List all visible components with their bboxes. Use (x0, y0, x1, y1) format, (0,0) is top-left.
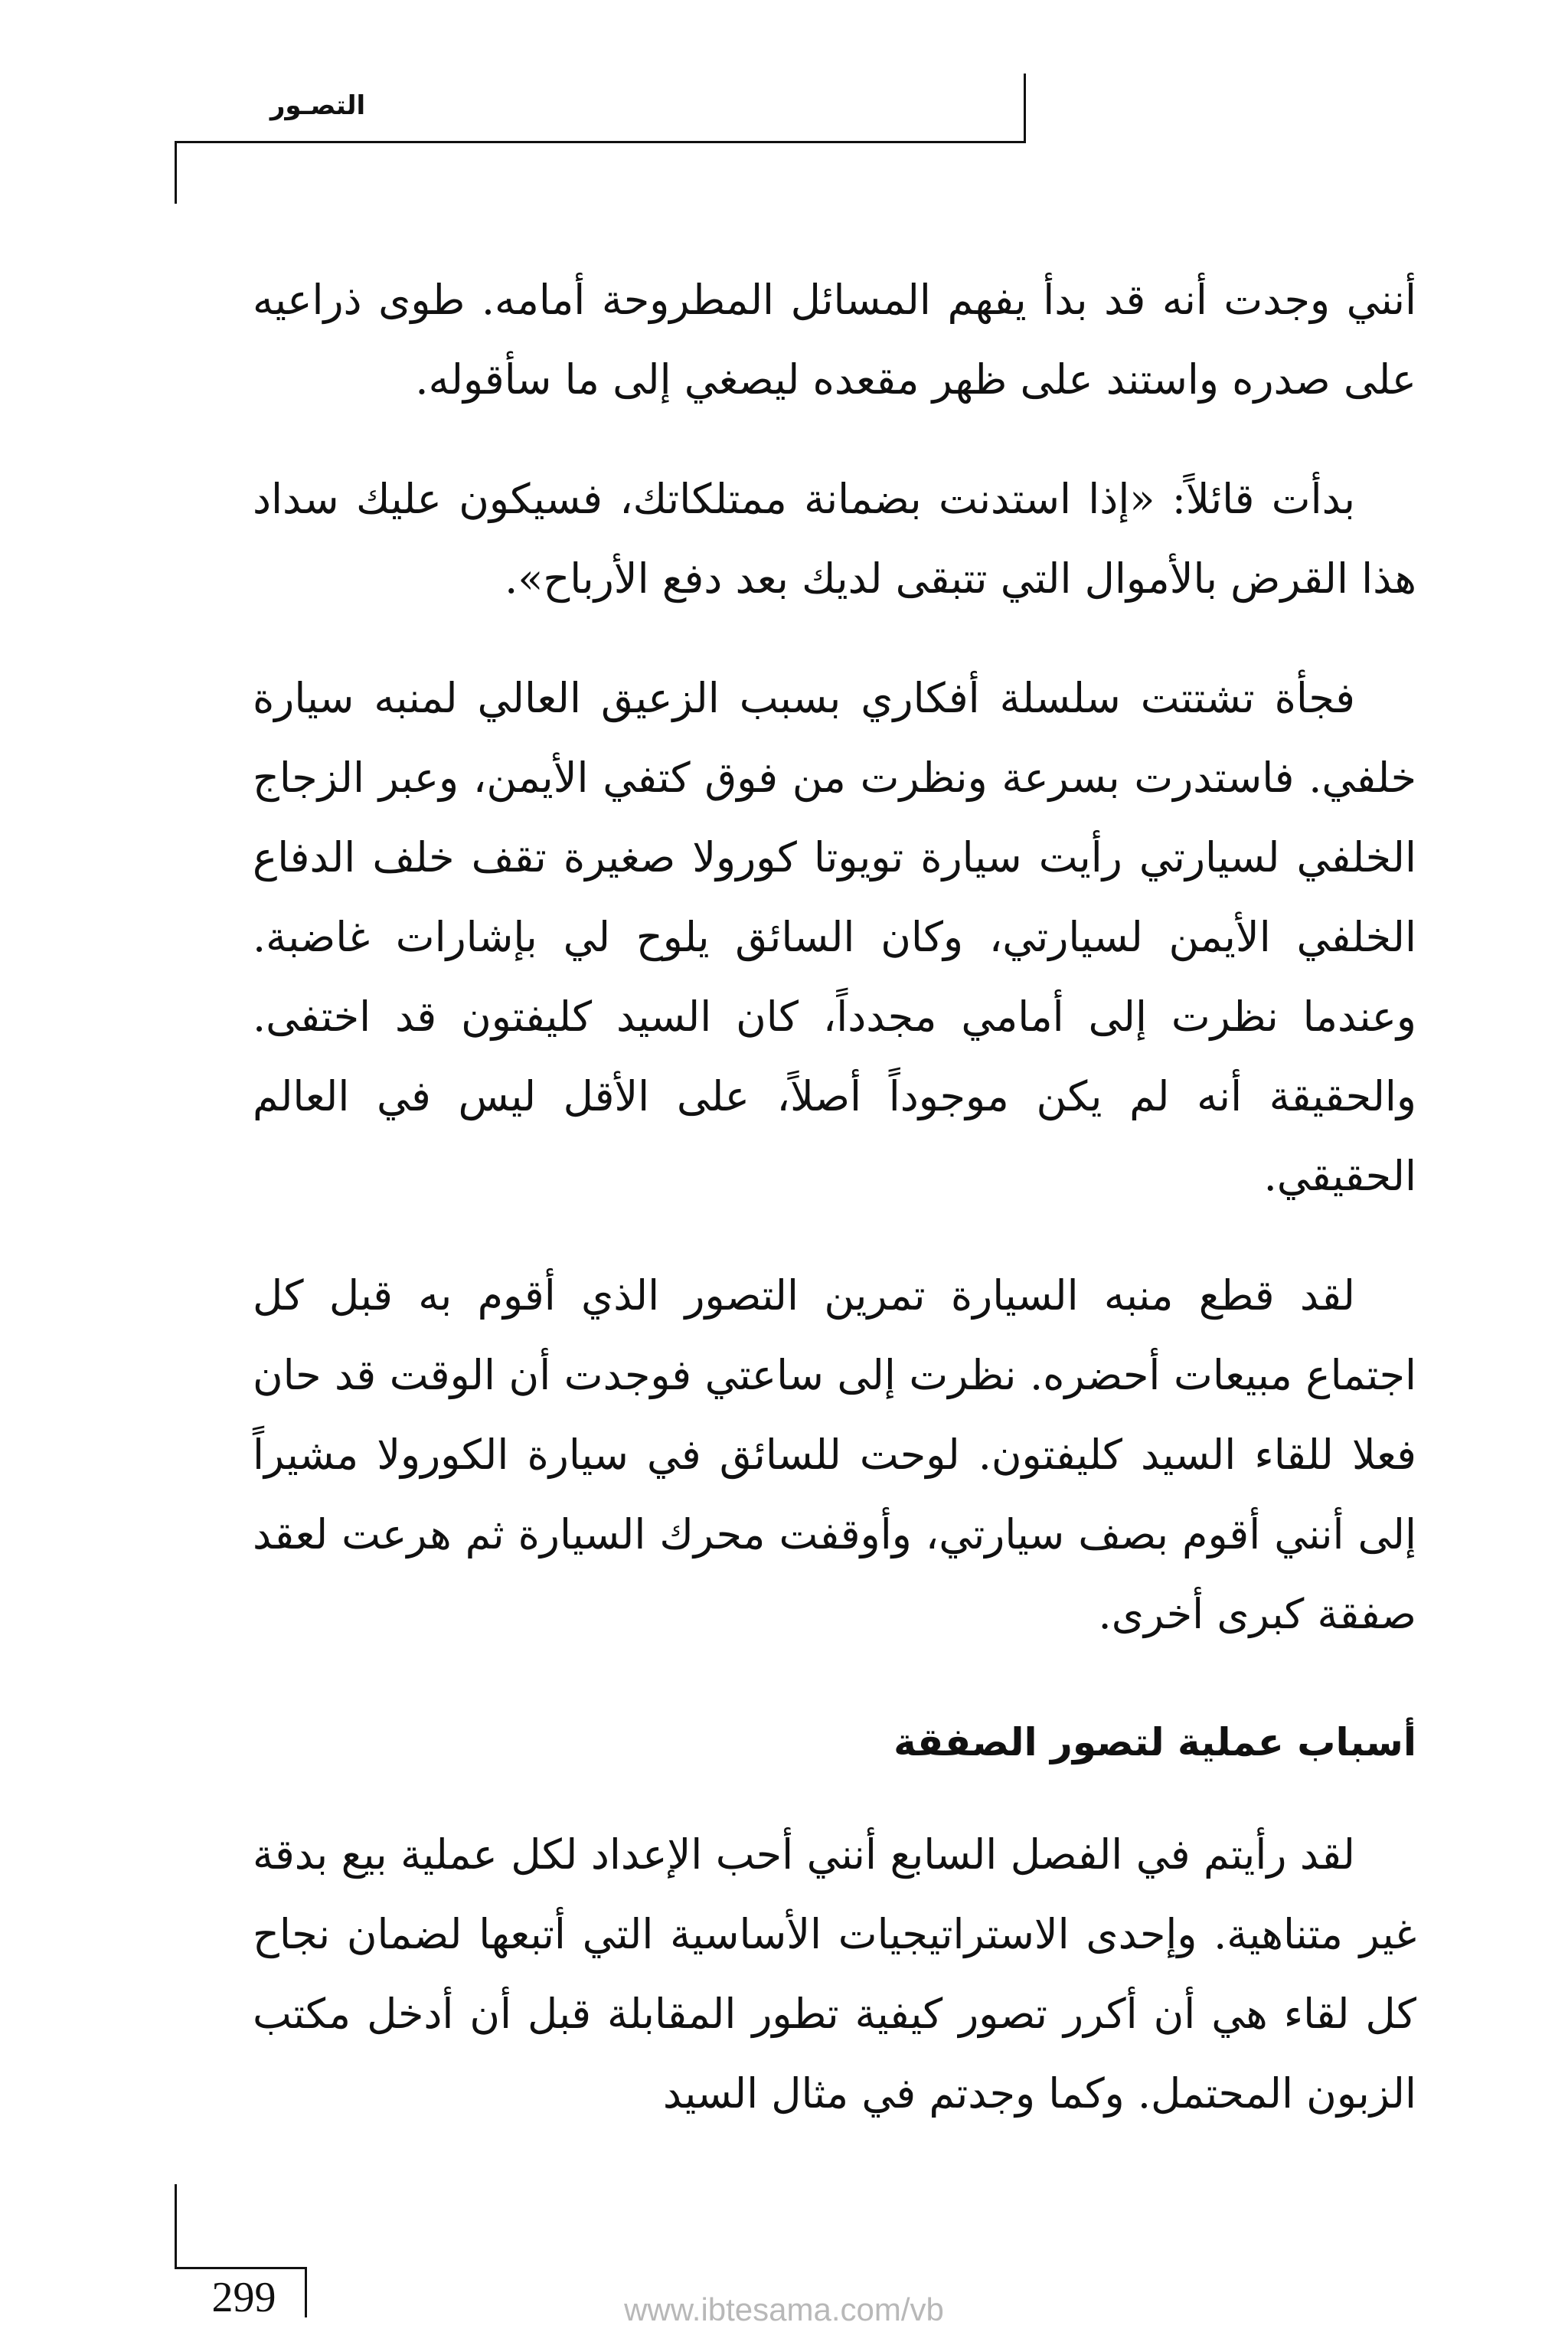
header-running-title: التصـور (270, 90, 366, 121)
page-number: 299 (211, 2274, 276, 2321)
footer-rule-top (175, 2267, 306, 2269)
header-right-tick (1024, 74, 1026, 143)
paragraph-1: أنني وجدت أنه قد بدأ يفهم المسائل المطروحة أمامه. طوى ذراعيه على صدره واستند على ظهر مقعده ليصغي إلى ما سأقوله. (253, 276, 1416, 404)
paragraph-2: بدأت قائلاً: «إذا استدنت بضمانة ممتلكاتك، فسيكون عليك سداد هذا القرض بالأموال التي تتبقى لديك بعد دفع الأرباح». (253, 475, 1416, 603)
section-heading: أسباب عملية لتصور الصفقة (893, 1720, 1416, 1765)
header-rule (175, 141, 1026, 143)
footer-rule-left (175, 2184, 177, 2268)
paragraph-3: فجأة تشتتت سلسلة أفكاري بسبب الزعيق العالي لمنبه سيارة خلفي. فاستدرت بسرعة ونظرت من فوق كتفي الأيمن، وعبر الزجاج الخلفي لسيارتي رأيت سيارة تويوتا كورولا صغيرة تقف خلف الدفاع الخلفي الأيمن لسيارتي، وكان السائق يلوح لي بإشارات غاضبة. وعندما نظرت إلى أمامي مجدداً، كان السيد كليفتون قد اختفى. والحقيقة أنه لم يكن موجوداً أصلاً، على الأقل ليس في العالم الحقيقي. (253, 674, 1416, 1200)
watermark-link[interactable]: www.ibtesama.com/vb (624, 2291, 944, 2327)
paragraph-4: لقد قطع منبه السيارة تمرين التصور الذي أقوم به قبل كل اجتماع مبيعات أحضره. نظرت إلى ساعتي فوجدت أن الوقت قد حان فعلا للقاء السيد كليفتون. لوحت للسائق في سيارة الكورولا مشيراً إلى أنني أقوم بصف سيارتي، وأوقفت محرك السيارة ثم هرعت لعقد صفقة كبرى أخرى. (253, 1271, 1416, 1638)
header-left-tick (175, 141, 177, 204)
section-paragraph: لقد رأيتم في الفصل السابع أنني أحب الإعداد لكل عملية بيع بدقة غير متناهية. وإحدى الاستراتيجيات الأساسية التي أتبعها لضمان نجاح كل لقاء هي أن أكرر تصور كيفية تطور المقابلة قبل أن أدخل مكتب الزبون المحتمل. وكما وجدتم في مثال السيد (253, 1830, 1416, 2118)
